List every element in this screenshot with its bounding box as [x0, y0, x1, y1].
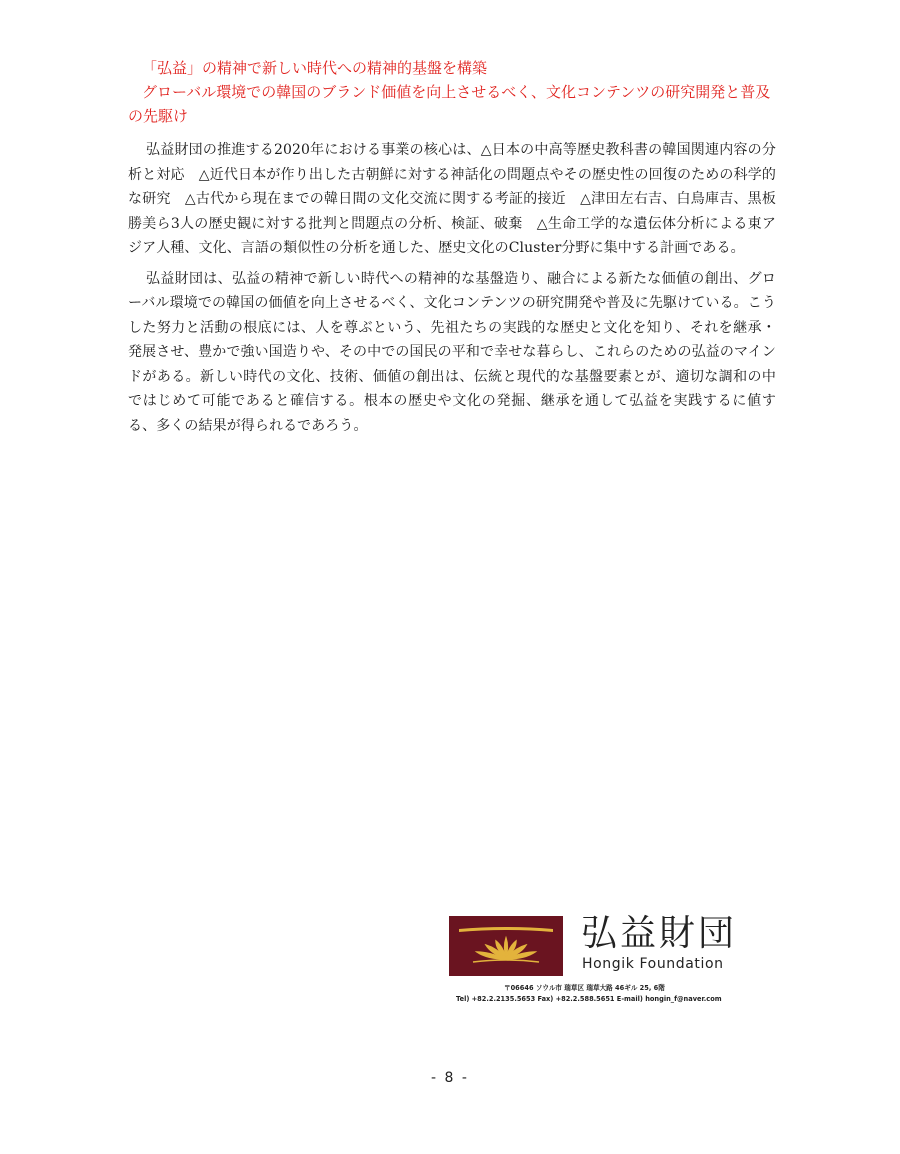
- paragraph-1: 弘益財団の推進する2020年における事業の核心は、△日本の中高等歴史教科書の韓国関連内容の分析と対応 △近代日本が作り出した古朝鮮に対する神話化の問題点やその歴史性の回復のための科学的な研究 △古代から現在までの韓日間の文化交流に関する考証的接近 △津田左右吉、白鳥庫吉、黒板勝美ら3人の歴史観に対する批判と問題点の分析、検証、破棄 △生命工学的な遺伝体分析による東アジア人種、文化、言語の類似性の分析を通した、歴史文化のCluster分野に集中する計画である。: [128, 142, 776, 256]
- page-number: - 8 -: [431, 1070, 469, 1086]
- lotus-emblem-icon: [449, 916, 563, 976]
- document-body: [128, 56, 776, 438]
- paragraph-2: 弘益財団は、弘益の精神で新しい時代への精神的な基盤造り、融合による新たな価値の創出、グローバル環境での韓国の価値を向上させるべく、文化コンテンツの研究開発や普及に先駆けている。こうした努力と活動の根底には、人を尊ぶという、先祖たちの実践的な歴史と文化を知り、それを継承・発展させ、豊かで強い国造りや、その中での国民の平和で幸せな暮らし、これらのための弘益のマインドがある。新しい時代の文化、技術、価値の創出は、伝統と現代的な基盤要素とが、適切な調和の中ではじめて可能であると確信する。根本の歴史や文化の発掘、継承を通して弘益を実践するに値する、多くの結果が得られるであろう。: [128, 270, 776, 434]
- heading-1: 「弘益」の精神で新しい時代への精神的基盤を構築: [142, 59, 488, 77]
- footer-contact: [456, 983, 756, 1005]
- heading-2: グローバル環境での韓国のブランド価値を向上させるべく、文化コンテンツの研究開発と普及の先駆け: [128, 83, 771, 125]
- logo-subtitle: Hongik Foundation: [582, 956, 724, 972]
- footer-address: 〒06646 ソウル市 瑞草区 瑞草大路 46ギル 25, 6階: [504, 984, 665, 992]
- logo-name: 弘益財団: [581, 913, 738, 954]
- footer-contact-line: Tel) +82.2.2135.5653 Fax) +82.2.588.5651 E-mail) hongin_f@naver.com: [456, 995, 722, 1003]
